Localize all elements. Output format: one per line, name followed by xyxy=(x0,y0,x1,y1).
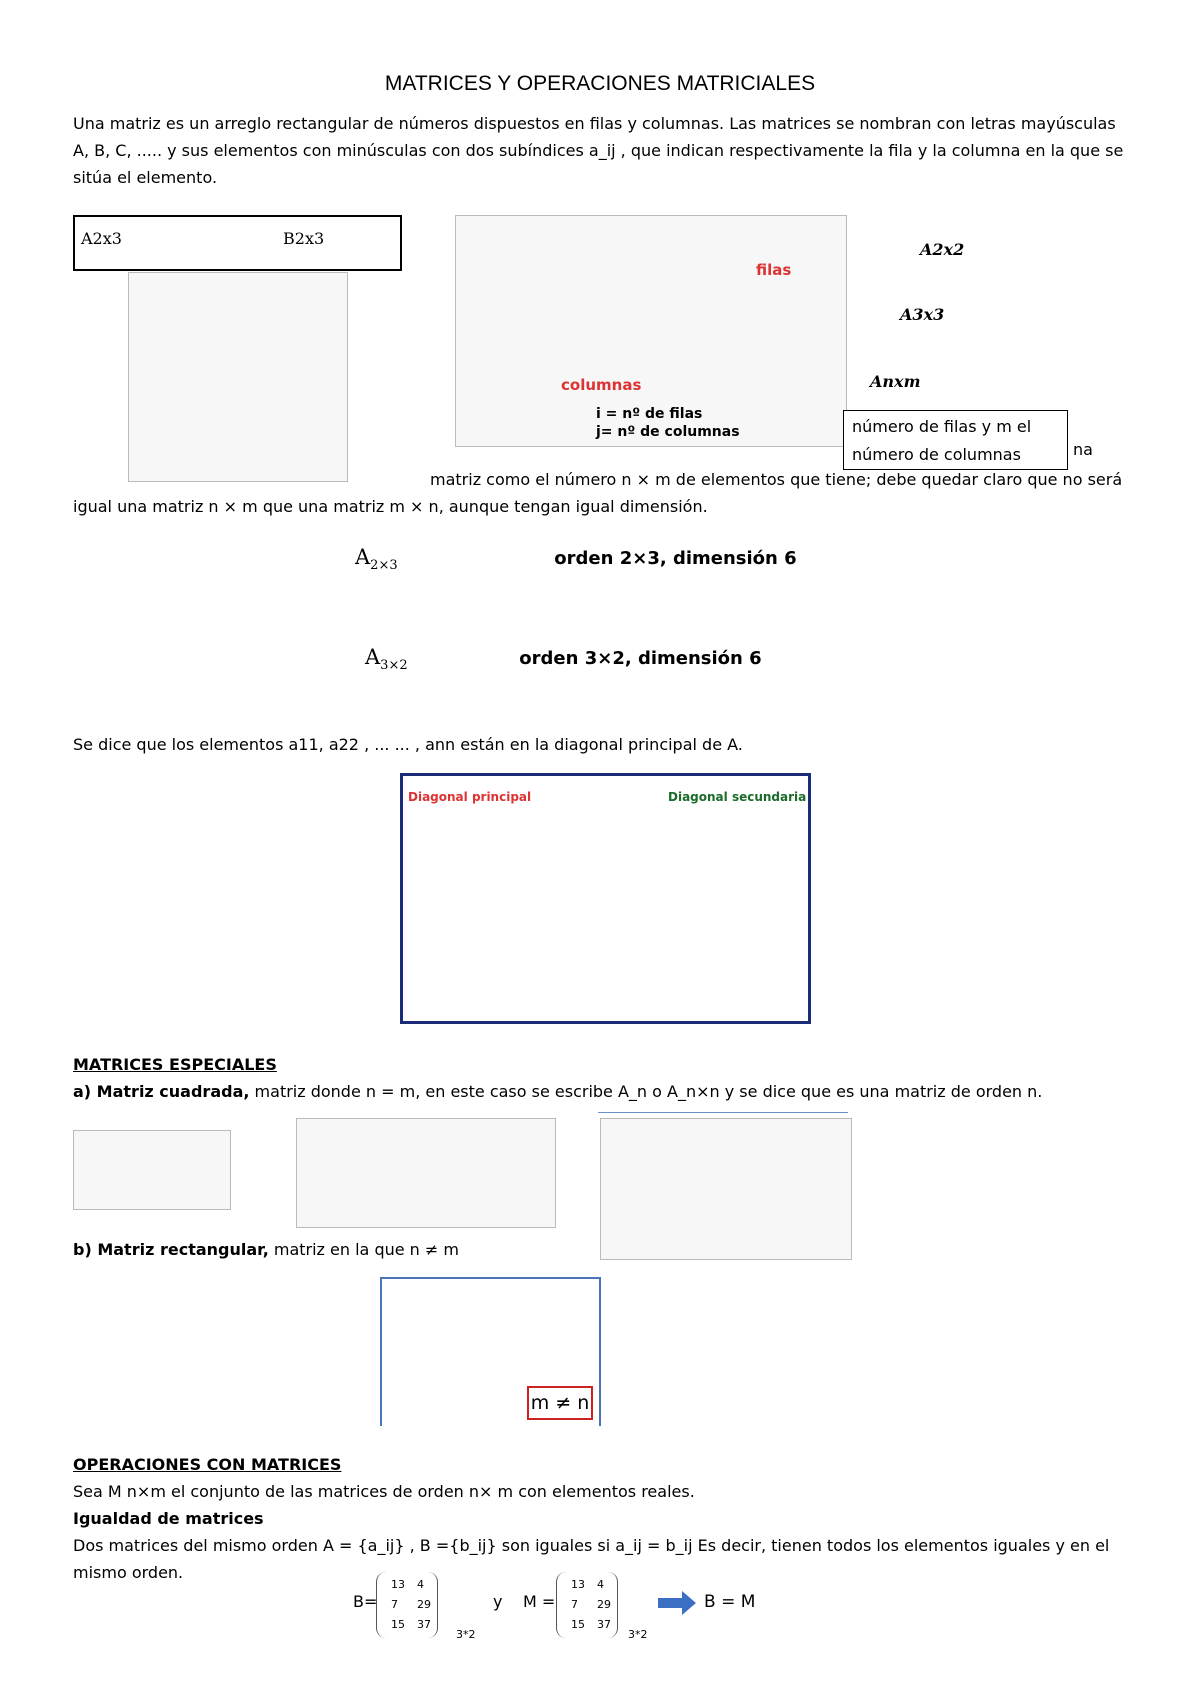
m-label: M = xyxy=(523,1592,556,1611)
igualdad-heading: Igualdad de matrices xyxy=(73,1509,264,1528)
operaciones-line-1: Sea M n×m el conjunto de las matrices de orden n× m con elementos reales. xyxy=(73,1482,695,1501)
diagonal-text: Se dice que los elementos a11, a22 , ... ... , ann están en la diagonal principal de A. xyxy=(73,735,743,754)
order-text-line-1: matriz como el número n × m de elementos que tiene; debe quedar claro que no será xyxy=(430,470,1123,489)
matrix-b-value: 15 xyxy=(391,1618,405,1631)
example-2 xyxy=(365,645,762,673)
callout-tail: na xyxy=(1073,440,1093,459)
columnas-label: columnas xyxy=(561,376,642,394)
example-label-b: B2x3 xyxy=(283,229,325,248)
matrix-b-value: 13 xyxy=(391,1578,405,1591)
example-2-label: orden 3×2, dimensión 6 xyxy=(519,648,762,669)
matrix-b-value: 37 xyxy=(417,1618,431,1631)
example-1 xyxy=(355,545,797,573)
matrix-m-value: 15 xyxy=(571,1618,585,1631)
intro-line-2: A, B, C, ..... y sus elementos con minúsculas con dos subíndices a_ij , que indican respectivamente la fila y la columna en la que se xyxy=(73,141,1124,160)
matrix-m-value: 7 xyxy=(571,1598,578,1611)
diagonal-principal-label: Diagonal principal xyxy=(408,790,532,804)
rectangular-text: matriz en la que n ≠ m xyxy=(273,1240,459,1259)
rectangular-title: b) Matriz rectangular, xyxy=(73,1240,269,1259)
page-title: MATRICES Y OPERACIONES MATRICIALES xyxy=(384,72,816,95)
filas-label: filas xyxy=(756,261,792,279)
aij-note-i: i = nº de filas xyxy=(596,406,703,422)
operaciones-heading: OPERACIONES CON MATRICES xyxy=(73,1455,342,1474)
intro-paragraph xyxy=(73,110,1133,191)
matrix-b-value: 7 xyxy=(391,1598,398,1611)
intro-line-1: Una matriz es un arreglo rectangular de números dispuestos en filas y columnas. Las matrices se nombran con letras mayúsculas xyxy=(73,114,1116,133)
intro-line-3: sitúa el elemento. xyxy=(73,168,218,187)
matrix-m-order: 3*2 xyxy=(628,1628,648,1641)
especiales-heading: MATRICES ESPECIALES xyxy=(73,1055,277,1074)
matrix-b-value: 29 xyxy=(417,1598,431,1611)
cuadrada-text: matriz donde n = m, en este caso se escribe A_n o A_n×n y se dice que es una matriz de orden n. xyxy=(254,1082,1043,1101)
cuadrada-underline xyxy=(598,1112,848,1113)
example-1-label: orden 2×3, dimensión 6 xyxy=(554,548,797,569)
y-label: y xyxy=(493,1592,503,1611)
example-matrices-box xyxy=(73,215,402,271)
square-matrix-3x3 xyxy=(296,1118,556,1228)
igualdad-line-1: Dos matrices del mismo orden A = {a_ij} , B ={b_ij} son iguales si a_ij = b_ij Es decir, tienen todos los elementos iguales y en el xyxy=(73,1536,1110,1555)
matrix-m xyxy=(556,1572,618,1638)
matrix-m-value: 4 xyxy=(597,1578,604,1591)
aij-note-j: j= nº de columnas xyxy=(596,424,740,440)
matrix-b-order: 3*2 xyxy=(456,1628,476,1641)
matrix-types-figure xyxy=(128,272,348,482)
a2x2-label: A2x2 xyxy=(920,240,965,259)
diagonal-secundaria-label: Diagonal secundaria xyxy=(668,790,807,804)
matrix-m-value: 37 xyxy=(597,1618,611,1631)
square-matrix-nxn xyxy=(600,1118,852,1260)
right-arrow-icon xyxy=(658,1590,698,1616)
matrix-b xyxy=(376,1572,438,1638)
example-1-name: $A_{2\times 3}$ xyxy=(355,545,398,574)
example-label-a: A2x3 xyxy=(81,229,122,248)
matrix-m-value: 29 xyxy=(597,1598,611,1611)
order-text-line-2: igual una matriz n × m que una matriz m × n, aunque tengan igual dimensión. xyxy=(73,497,708,516)
m-not-equal-n-note: m ≠ n xyxy=(527,1386,593,1420)
square-matrix-b2x2 xyxy=(73,1130,231,1210)
igualdad-line-2: mismo orden. xyxy=(73,1563,184,1582)
equality-result: B = M xyxy=(704,1592,756,1612)
callout-box: número de filas y m el número de columnas xyxy=(843,410,1068,470)
b-label: B= xyxy=(353,1592,378,1611)
matrix-b-value: 4 xyxy=(417,1578,424,1591)
matrix-m-value: 13 xyxy=(571,1578,585,1591)
example-2-name: $A_{3\times 2}$ xyxy=(365,645,408,674)
diagonal-figure xyxy=(400,773,811,1024)
cuadrada-line xyxy=(73,1082,1133,1101)
general-matrix-figure xyxy=(455,215,847,447)
rectangular-line xyxy=(73,1240,459,1259)
a3x3-label: A3x3 xyxy=(900,305,945,324)
rectangular-matrix-figure xyxy=(380,1277,601,1426)
cuadrada-title: a) Matriz cuadrada, xyxy=(73,1082,250,1101)
anxm-label: Anxm xyxy=(870,372,921,391)
